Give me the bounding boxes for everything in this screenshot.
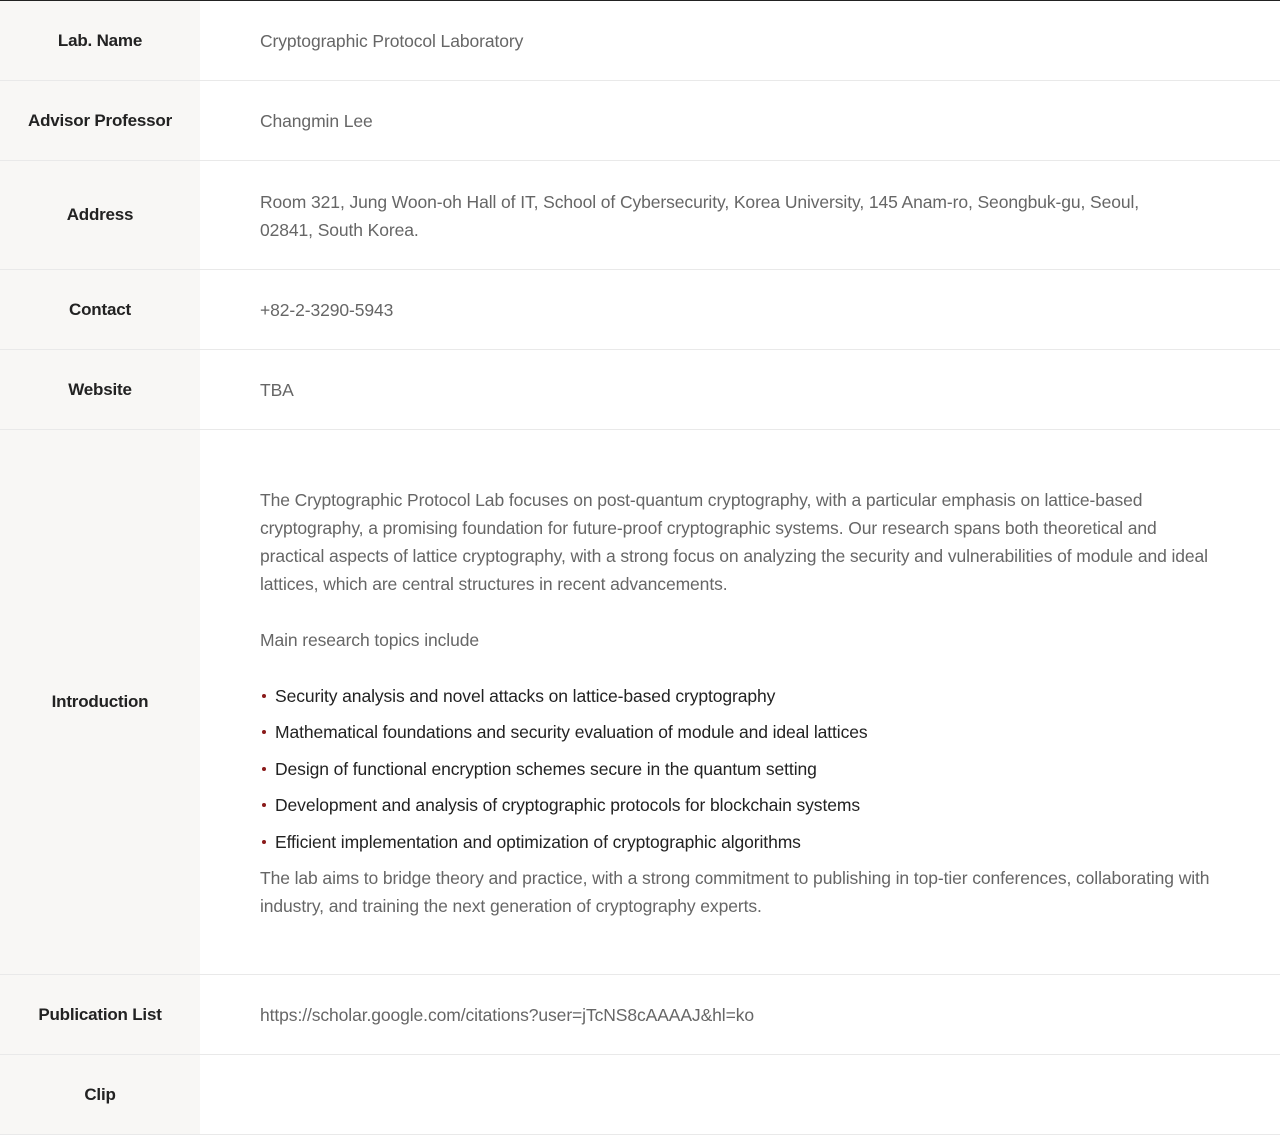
address-label: Address <box>0 161 200 269</box>
topic-text: Development and analysis of cryptographic protocols for blockchain systems <box>275 795 860 816</box>
introduction-content <box>260 484 1220 920</box>
row-advisor <box>0 81 1280 161</box>
website-value: TBA <box>260 379 294 400</box>
bullet-icon <box>262 730 266 734</box>
address-value: Room 321, Jung Woon-oh Hall of IT, School of Cybersecurity, Korea University, 145 Anam-ro, Seongbuk-gu, Seoul, 02841, South Korea. <box>260 192 1140 240</box>
advisor-value: Changmin Lee <box>260 110 373 131</box>
topic-item <box>260 682 1220 710</box>
lab-name-label: Lab. Name <box>0 1 200 80</box>
contact-label: Contact <box>0 270 200 349</box>
topic-text: Mathematical foundations and security evaluation of module and ideal lattices <box>275 722 868 743</box>
topic-item <box>260 828 1220 856</box>
topic-item <box>260 718 1220 746</box>
topic-text: Efficient implementation and optimization of cryptographic algorithms <box>275 831 801 852</box>
introduction-cell <box>200 430 1280 974</box>
intro-closing: The lab aims to bridge theory and practice, with a strong commitment to publishing in top-tier conferences, collaborating with industry, and training the next generation of cryptography experts. <box>260 867 1210 916</box>
address-cell <box>200 161 1280 269</box>
website-label: Website <box>0 350 200 429</box>
bullet-icon <box>262 840 266 844</box>
row-clip <box>0 1055 1280 1135</box>
row-address <box>0 161 1280 270</box>
topic-text: Design of functional encryption schemes secure in the quantum setting <box>275 758 817 779</box>
topic-text: Security analysis and novel attacks on lattice-based cryptography <box>275 686 776 707</box>
clip-label: Clip <box>0 1055 200 1134</box>
topics-heading: Main research topics include <box>260 630 479 651</box>
contact-value: +82-2-3290-5943 <box>260 299 394 320</box>
row-introduction <box>0 430 1280 975</box>
publication-label: Publication List <box>0 975 200 1054</box>
row-lab-name <box>0 1 1280 81</box>
bullet-icon <box>262 767 266 771</box>
row-publication-list <box>0 975 1280 1055</box>
lab-name-value: Cryptographic Protocol Laboratory <box>260 30 524 51</box>
clip-value <box>200 1055 1280 1134</box>
intro-paragraph: The Cryptographic Protocol Lab focuses on post-quantum cryptography, with a particular emphasis on lattice-based cryptography, a promising foundation for future-proof cryptographic systems. Our research spans both theoretical and practical aspects of lattice cryptography, with a strong focus on analyzing the security and vulnerabilities of module and ideal lattices, which are central structures in recent advancements. <box>260 490 1208 595</box>
topics-list <box>260 682 1220 856</box>
topic-item <box>260 755 1220 783</box>
bullet-icon <box>262 803 266 807</box>
bullet-icon <box>262 694 266 698</box>
topic-item <box>260 791 1220 819</box>
row-contact <box>0 270 1280 350</box>
publication-link[interactable]: https://scholar.google.com/citations?user=jTcNS8cAAAAJ&hl=ko <box>260 1004 754 1025</box>
row-website <box>0 350 1280 430</box>
introduction-label: Introduction <box>0 430 200 974</box>
advisor-label: Advisor Professor <box>0 81 200 160</box>
